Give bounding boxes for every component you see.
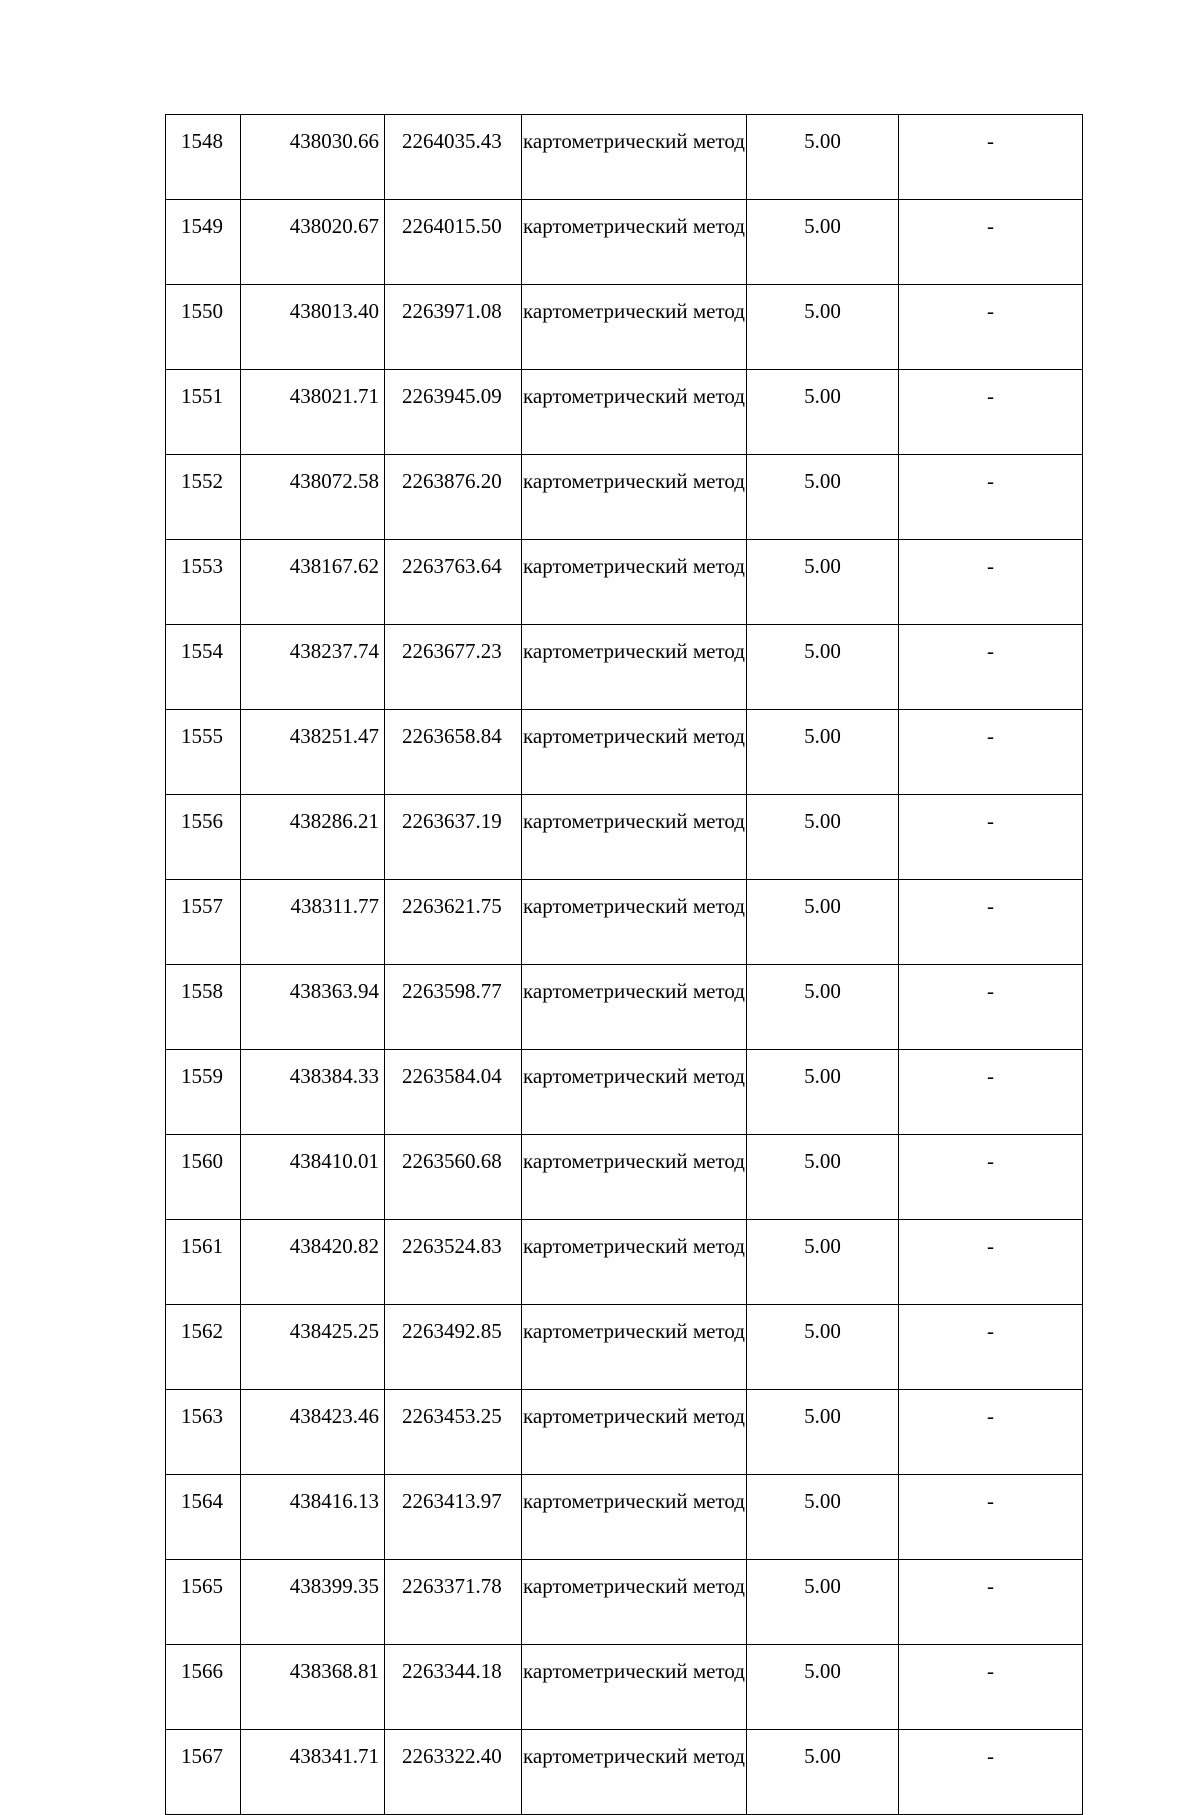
y-coordinate: 2264035.43 [385, 115, 522, 200]
method-cell: картометрический метод [522, 370, 747, 455]
accuracy-cell: 5.00 [747, 285, 899, 370]
point-number: 1567 [166, 1730, 241, 1815]
x-coordinate: 438251.47 [241, 710, 385, 795]
note-cell: - [899, 540, 1083, 625]
table-row [166, 1475, 1083, 1560]
table-row [166, 370, 1083, 455]
x-coordinate: 438311.77 [241, 880, 385, 965]
method-cell: картометрический метод [522, 455, 747, 540]
y-coordinate: 2263763.64 [385, 540, 522, 625]
method-cell: картометрический метод [522, 965, 747, 1050]
accuracy-cell: 5.00 [747, 115, 899, 200]
x-coordinate: 438341.71 [241, 1730, 385, 1815]
table-row [166, 965, 1083, 1050]
method-cell: картометрический метод [522, 1560, 747, 1645]
point-number: 1566 [166, 1645, 241, 1730]
coordinates-table [165, 114, 1083, 1815]
table-row [166, 1390, 1083, 1475]
y-coordinate: 2263371.78 [385, 1560, 522, 1645]
x-coordinate: 438399.35 [241, 1560, 385, 1645]
x-coordinate: 438420.82 [241, 1220, 385, 1305]
method-cell: картометрический метод [522, 1135, 747, 1220]
table-body [166, 115, 1083, 1815]
accuracy-cell: 5.00 [747, 880, 899, 965]
accuracy-cell: 5.00 [747, 1730, 899, 1815]
y-coordinate: 2263876.20 [385, 455, 522, 540]
y-coordinate: 2263945.09 [385, 370, 522, 455]
table-row [166, 455, 1083, 540]
accuracy-cell: 5.00 [747, 795, 899, 880]
x-coordinate: 438363.94 [241, 965, 385, 1050]
accuracy-cell: 5.00 [747, 1135, 899, 1220]
y-coordinate: 2263492.85 [385, 1305, 522, 1390]
table-row [166, 1305, 1083, 1390]
x-coordinate: 438237.74 [241, 625, 385, 710]
accuracy-cell: 5.00 [747, 200, 899, 285]
table-row [166, 1050, 1083, 1135]
x-coordinate: 438416.13 [241, 1475, 385, 1560]
table-row [166, 1220, 1083, 1305]
point-number: 1559 [166, 1050, 241, 1135]
y-coordinate: 2263524.83 [385, 1220, 522, 1305]
method-cell: картометрический метод [522, 1475, 747, 1560]
y-coordinate: 2264015.50 [385, 200, 522, 285]
x-coordinate: 438072.58 [241, 455, 385, 540]
point-number: 1557 [166, 880, 241, 965]
y-coordinate: 2263453.25 [385, 1390, 522, 1475]
point-number: 1558 [166, 965, 241, 1050]
note-cell: - [899, 1050, 1083, 1135]
note-cell: - [899, 1220, 1083, 1305]
point-number: 1562 [166, 1305, 241, 1390]
table-row [166, 540, 1083, 625]
x-coordinate: 438020.67 [241, 200, 385, 285]
y-coordinate: 2263677.23 [385, 625, 522, 710]
x-coordinate: 438286.21 [241, 795, 385, 880]
accuracy-cell: 5.00 [747, 1390, 899, 1475]
method-cell: картометрический метод [522, 285, 747, 370]
y-coordinate: 2263621.75 [385, 880, 522, 965]
y-coordinate: 2263344.18 [385, 1645, 522, 1730]
method-cell: картометрический метод [522, 1645, 747, 1730]
x-coordinate: 438030.66 [241, 115, 385, 200]
table-row [166, 880, 1083, 965]
point-number: 1561 [166, 1220, 241, 1305]
y-coordinate: 2263584.04 [385, 1050, 522, 1135]
point-number: 1553 [166, 540, 241, 625]
point-number: 1565 [166, 1560, 241, 1645]
y-coordinate: 2263413.97 [385, 1475, 522, 1560]
method-cell: картометрический метод [522, 1305, 747, 1390]
method-cell: картометрический метод [522, 1220, 747, 1305]
table-row [166, 1730, 1083, 1815]
table-row [166, 115, 1083, 200]
table-row [166, 625, 1083, 710]
point-number: 1563 [166, 1390, 241, 1475]
method-cell: картометрический метод [522, 1390, 747, 1475]
x-coordinate: 438410.01 [241, 1135, 385, 1220]
note-cell: - [899, 1135, 1083, 1220]
y-coordinate: 2263658.84 [385, 710, 522, 795]
note-cell: - [899, 455, 1083, 540]
method-cell: картометрический метод [522, 625, 747, 710]
point-number: 1551 [166, 370, 241, 455]
point-number: 1550 [166, 285, 241, 370]
table-row [166, 1560, 1083, 1645]
note-cell: - [899, 115, 1083, 200]
table-row [166, 285, 1083, 370]
method-cell: картометрический метод [522, 795, 747, 880]
y-coordinate: 2263560.68 [385, 1135, 522, 1220]
point-number: 1549 [166, 200, 241, 285]
method-cell: картометрический метод [522, 115, 747, 200]
table-row [166, 795, 1083, 880]
method-cell: картометрический метод [522, 1050, 747, 1135]
x-coordinate: 438425.25 [241, 1305, 385, 1390]
table-row [166, 200, 1083, 285]
note-cell: - [899, 200, 1083, 285]
accuracy-cell: 5.00 [747, 1645, 899, 1730]
note-cell: - [899, 370, 1083, 455]
accuracy-cell: 5.00 [747, 370, 899, 455]
accuracy-cell: 5.00 [747, 540, 899, 625]
method-cell: картометрический метод [522, 200, 747, 285]
y-coordinate: 2263971.08 [385, 285, 522, 370]
accuracy-cell: 5.00 [747, 625, 899, 710]
accuracy-cell: 5.00 [747, 1305, 899, 1390]
method-cell: картометрический метод [522, 1730, 747, 1815]
note-cell: - [899, 625, 1083, 710]
note-cell: - [899, 710, 1083, 795]
table-row [166, 1135, 1083, 1220]
point-number: 1555 [166, 710, 241, 795]
accuracy-cell: 5.00 [747, 1220, 899, 1305]
method-cell: картометрический метод [522, 540, 747, 625]
note-cell: - [899, 1305, 1083, 1390]
point-number: 1564 [166, 1475, 241, 1560]
note-cell: - [899, 285, 1083, 370]
point-number: 1548 [166, 115, 241, 200]
point-number: 1552 [166, 455, 241, 540]
x-coordinate: 438021.71 [241, 370, 385, 455]
note-cell: - [899, 1390, 1083, 1475]
accuracy-cell: 5.00 [747, 455, 899, 540]
y-coordinate: 2263637.19 [385, 795, 522, 880]
x-coordinate: 438423.46 [241, 1390, 385, 1475]
table-row [166, 1645, 1083, 1730]
y-coordinate: 2263322.40 [385, 1730, 522, 1815]
point-number: 1554 [166, 625, 241, 710]
y-coordinate: 2263598.77 [385, 965, 522, 1050]
point-number: 1560 [166, 1135, 241, 1220]
method-cell: картометрический метод [522, 880, 747, 965]
x-coordinate: 438013.40 [241, 285, 385, 370]
accuracy-cell: 5.00 [747, 965, 899, 1050]
x-coordinate: 438167.62 [241, 540, 385, 625]
note-cell: - [899, 795, 1083, 880]
x-coordinate: 438368.81 [241, 1645, 385, 1730]
point-number: 1556 [166, 795, 241, 880]
note-cell: - [899, 1560, 1083, 1645]
accuracy-cell: 5.00 [747, 710, 899, 795]
note-cell: - [899, 1730, 1083, 1815]
accuracy-cell: 5.00 [747, 1560, 899, 1645]
method-cell: картометрический метод [522, 710, 747, 795]
x-coordinate: 438384.33 [241, 1050, 385, 1135]
note-cell: - [899, 1645, 1083, 1730]
note-cell: - [899, 1475, 1083, 1560]
note-cell: - [899, 965, 1083, 1050]
accuracy-cell: 5.00 [747, 1475, 899, 1560]
accuracy-cell: 5.00 [747, 1050, 899, 1135]
table-row [166, 710, 1083, 795]
note-cell: - [899, 880, 1083, 965]
